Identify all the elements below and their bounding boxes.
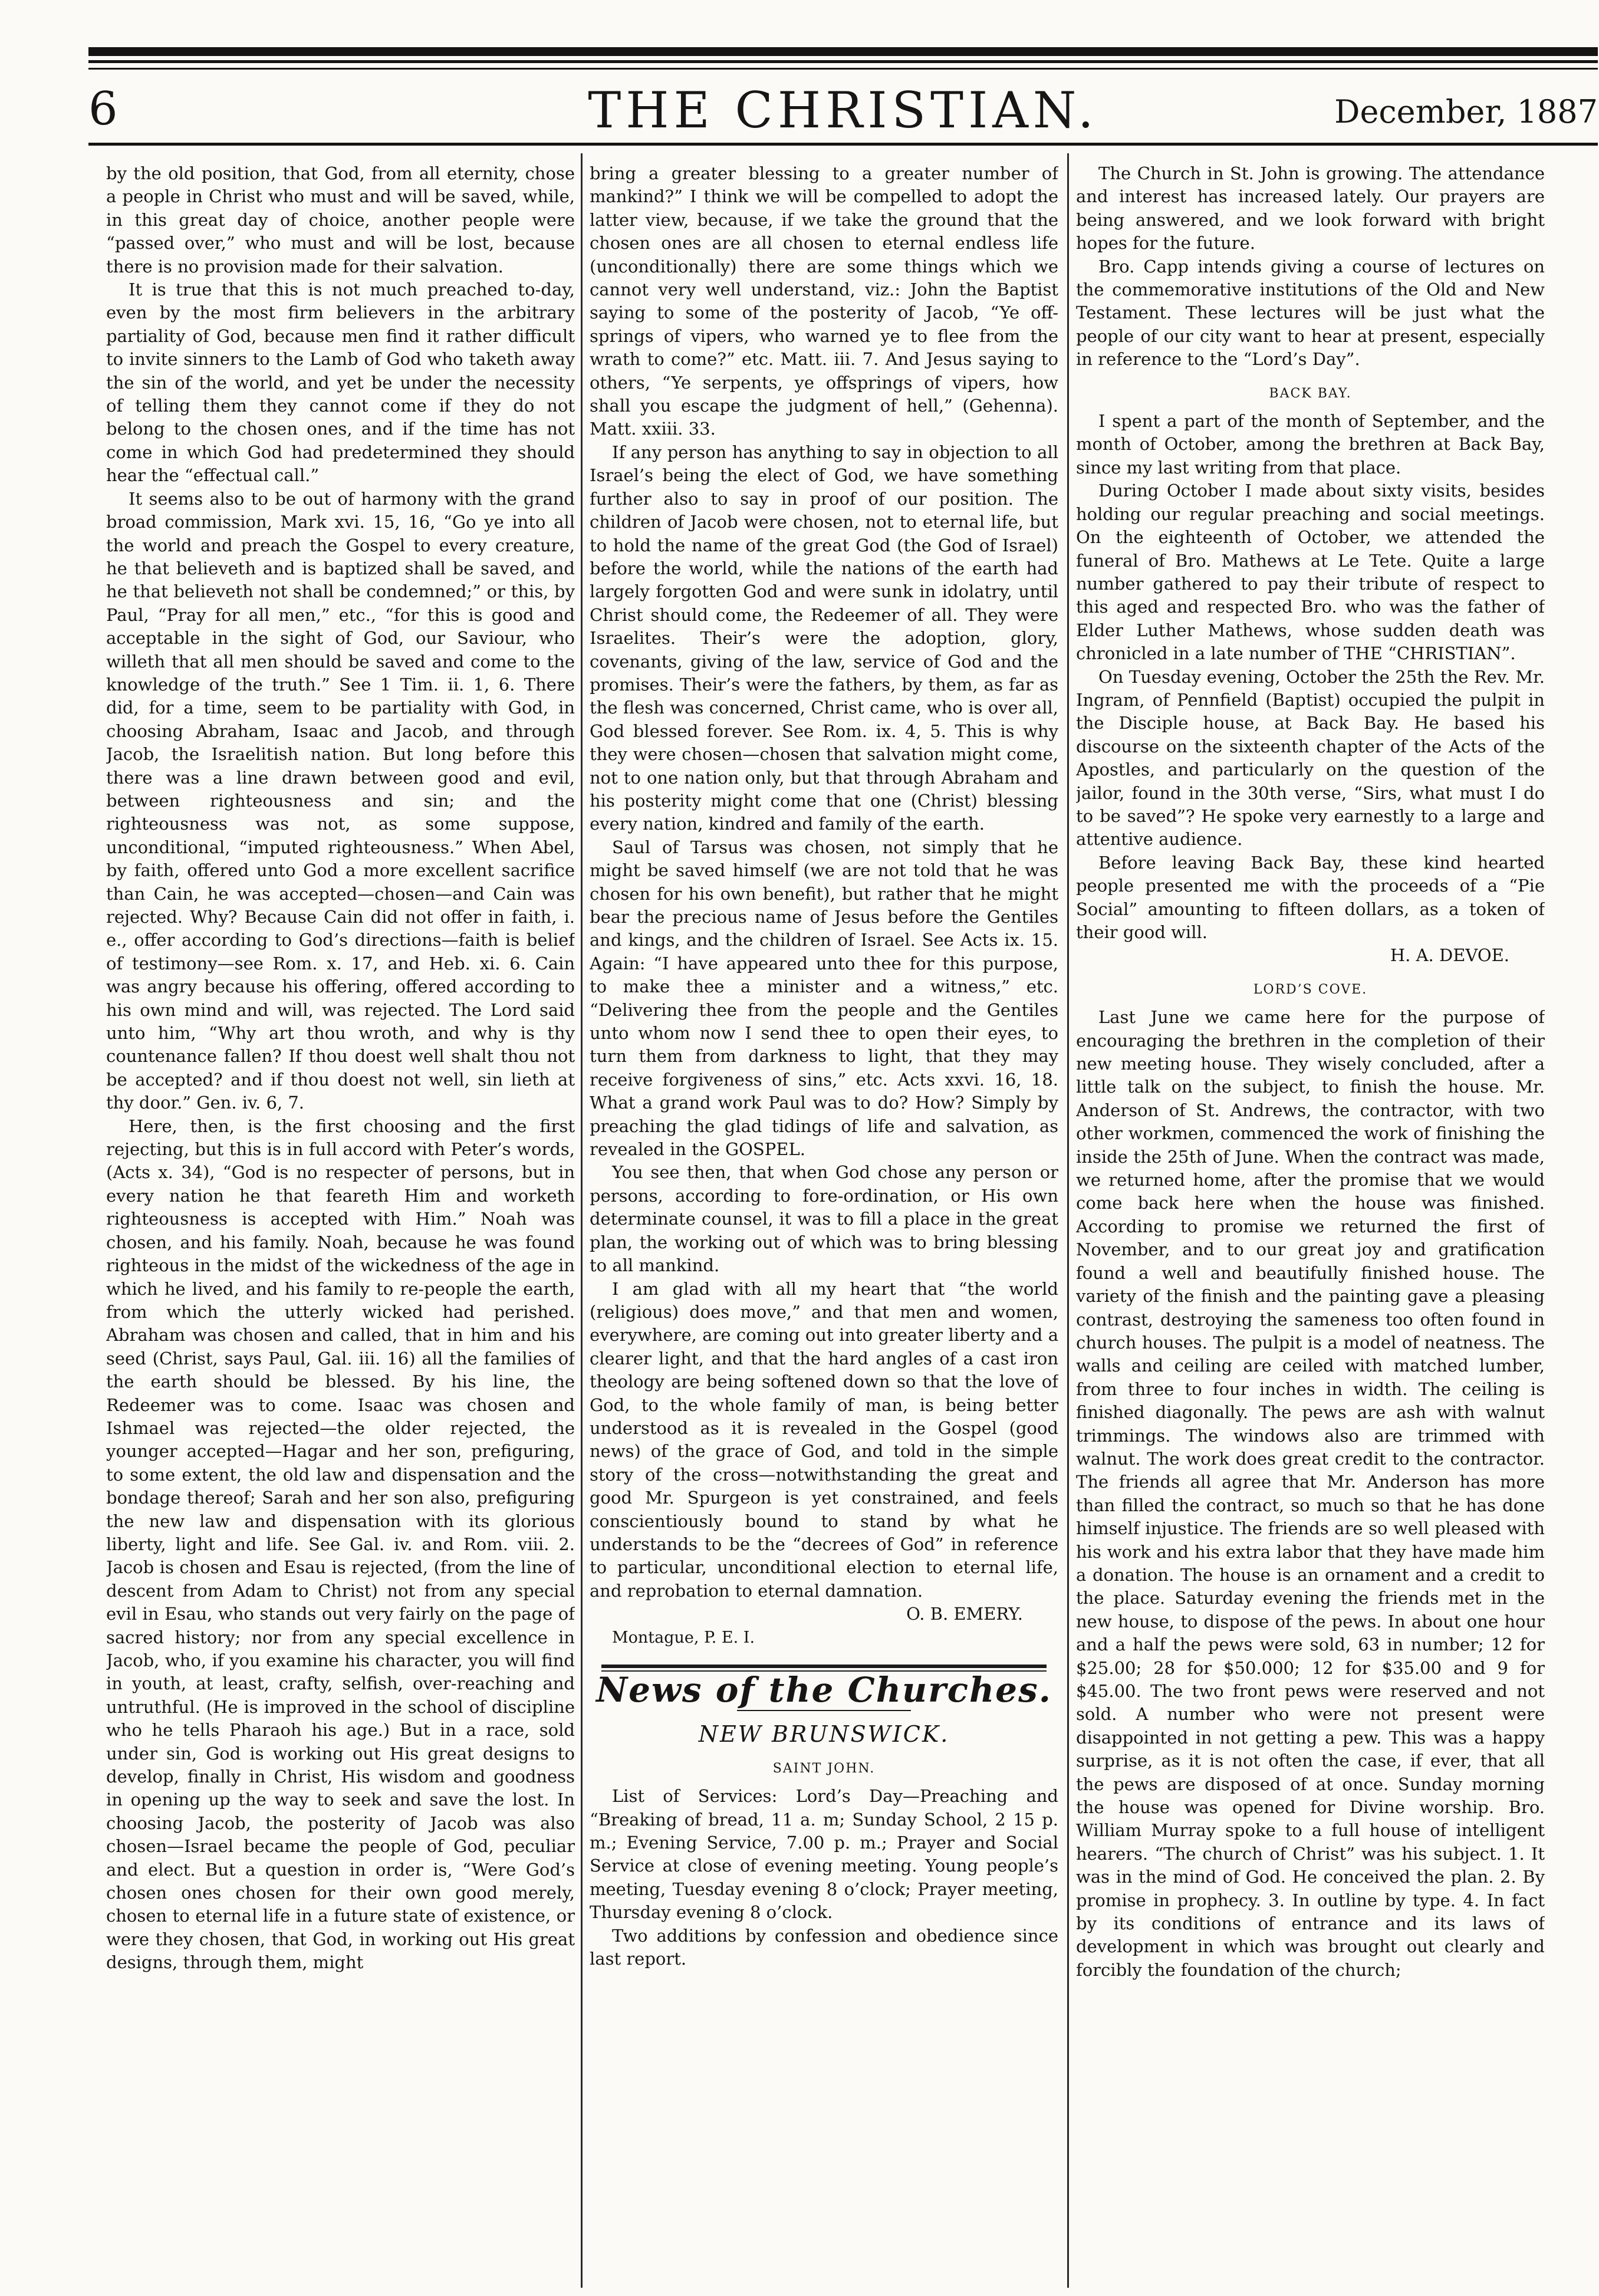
- paragraph: It seems also to be out of harmony with the grand broad commission, Mark xvi. 15, 16, “Go ye into all the world and preach the Gospel to every creature, he that believeth and is baptized shall be saved, and he that believeth not shall be condemned;” or this, by Paul, “Pray for all men,” etc., “for this is good and acceptable in the sight of God, our Saviour, who willeth that all men should be saved and come to the knowledge of the truth.” See 1 Tim. ii. 1, 6. There did, for a time, seem to be partiality with God, in choosing Abraham, Isaac and Jacob, and through Jacob, the Israelitish nation. But long before this there was a line drawn between good and evil, between righteousness and sin; and the righteousness was not, as some suppose, unconditional, “imputed righteousness.” When Abel, by faith, offered unto God a more excellent sacrifice than Cain, he was accepted—chosen—and Cain was rejected. Why? Because Cain did not offer in faith, i. e., offer according to God’s directions—faith is belief of testimony—see Rom. x. 17, and Heb. xi. 6. Cain was angry because his offering, offered according to his own mind and will, was rejected. The Lord said unto him, “Why art thou wroth, and why is thy countenance fallen? If thou doest well shalt thou not be accepted? and if thou doest not well, sin lieth at thy door.” Gen. iv. 6, 7.: [106, 488, 575, 1113]
- paragraph: Two additions by confession and obedience since last report.: [590, 1925, 1058, 1969]
- author-place: Montague, P. E. I.: [612, 1628, 755, 1647]
- paragraph: Before leaving Back Bay, these kind hearted people presented me with the proceeds of a “Pie Social” amounting to fifteen dollars, as a token of their good will.: [1076, 852, 1545, 942]
- location-subhead: LORD’S COVE.: [1253, 982, 1368, 997]
- column-middle: [590, 162, 1058, 2279]
- paragraph: It is true that this is not much preached to-day, even by the most firm believers in the arbitrary partiality of God, because men find it rather difficult to invite sinners to the Lamb of God who taketh away the sin of the world, and yet be under the necessity of telling them they cannot come if they do not belong to the chosen ones, and if the time has not come in which God had predetermined they should hear the “effectual call.”: [106, 279, 575, 486]
- top-border-medium: [88, 60, 1598, 63]
- location-subhead: BACK BAY.: [1269, 386, 1352, 401]
- paragraph: bring a greater blessing to a greater number of mankind?” I think we will be compelled to adopt the latter view, because, if we take the ground that the chosen ones are all chosen to eternal endless life (unconditionally) there are some things which we cannot very well understand, viz.: John the Baptist saying to some of the posterity of Jacob, “Ye off-springs of vipers, who warned ye to flee from the wrath to come?” etc. Matt. iii. 7. And Jesus saying to others, “Ye serpents, ye offsprings of vipers, how shall you escape the judgment of hell,” (Gehenna). Matt. xxiii. 33.: [590, 163, 1058, 439]
- newspaper-title: THE CHRISTIAN.: [588, 81, 1098, 139]
- paragraph: Saul of Tarsus was chosen, not simply that he might be saved himself (we are not told that he was chosen for his own benefit), but rather that he might bear the precious name of Jesus before the Gentiles and kings, and the children of Israel. See Acts ix. 15. Again: “I have appeared unto thee for this purpose, to make thee a minister and a witness,” etc. “Delivering thee from the people and the Gentiles unto whom now I send thee to open their eyes, to turn them from darkness to light, that they may receive forgiveness of sins,” etc. Acts xxvi. 16, 18. What a grand work Paul was to do? How? Simply by preaching the glad tidings of life and salvation, as revealed in the GOSPEL.: [590, 837, 1058, 1160]
- paragraph: Last June we came here for the purpose of encouraging the brethren in the completion of their new meeting house. They wisely concluded, after a little talk on the subject, to finish the house. Mr. Anderson of St. Andrews, the contractor, with two other workmen, commenced the work of finishing the inside the 25th of June. When the contract was made, we returned home, after the promise that we would come back here when the house was finished. According to promise we returned the first of November, and to our great joy and gratification found a well and beautifully finished house. The variety of the finish and the painting gave a pleasing contrast, destroying the sameness too often found in church houses. The pulpit is a model of neatness. The walls and ceiling are ceiled with matched lumber, from three to four inches in width. The ceiling is finished diagonally. The pews are ash with walnut trimmings. The windows also are trimmed with walnut. The work does great credit to the contractor. The friends all agree that Mr. Anderson has more than filled the contract, so much so that he has done himself injustice. The friends are so well pleased with his work and his extra labor that they have made him a donation. The house is an ornament and a credit to the place. Saturday evening the friends met in the new house, to dispose of the pews. In about one hour and a half the pews were sold, 63 in number; 12 for $25.00; 28 for $50.000; 12 for $35.00 and 9 for $45.00. The two front pews were reserved and not sold. A number who were not present were disappointed in not getting a pew. This was a happy surprise, as it is not often the case, if ever, that all the pews are disposed of at once. Sunday morning the house was opened for Divine worship. Bro. William Murray spoke to a full house of intelligent hearers. “The church of Christ” was his subject. 1. It was in the mind of God. He conceived the plan. 2. By promise in prophecy. 3. In outline by type. 4. In fact by its conditions of entrance and its laws of development in which was brought out clearly and forcibly the foundation of the church;: [1076, 1007, 1545, 1980]
- masthead: [88, 77, 1598, 142]
- paragraph: Bro. Capp intends giving a course of lectures on the commemorative institutions of the Old and New Testament. These lectures will be just what the people of our city want to hear at present, especially in reference to the “Lord’s Day”.: [1076, 256, 1545, 370]
- paragraph: During October I made about sixty visits, besides holding our regular preaching and social meetings. On the eighteenth of October, we attended the funeral of Bro. Mathews at Le Tete. Quite a large number gathered to pay their tribute of respect to this aged and respected Bro. who was the father of Elder Luther Mathews, whose sudden death was chronicled in a late number of THE “CHRISTIAN”.: [1076, 481, 1545, 664]
- masthead-rule: [88, 143, 1598, 146]
- paragraph: I spent a part of the month of September, and the month of October, among the brethren at Back Bay, since my last writing from that place.: [1076, 411, 1545, 478]
- page-number: 6: [88, 83, 118, 136]
- column-divider: [581, 153, 583, 2288]
- paragraph: The Church in St. John is growing. The attendance and interest has increased lately. Our prayers are being answered, and we look forward with bright hopes for the future.: [1076, 163, 1545, 254]
- top-border-thick: [88, 47, 1598, 56]
- paragraph: If any person has anything to say in objection to all Israel’s being the elect of God, we have something further also to say in proof of our position. The children of Jacob were chosen, not to eternal life, but to hold the name of the great God (the God of Israel) before the world, while the nations of the earth had largely forgotten God and were sunk in idolatry, until Christ should come, the Redeemer of all. They were Israelites. Their’s were the adoption, glory, covenants, giving of the law, service of God and the promises. Their’s were the fathers, by them, as far as the flesh was concerned, Christ came, who is over all, God blessed forever. See Rom. ix. 4, 5. This is why they were chosen—chosen that salvation might come, not to one nation only, but that through Abraham and his posterity might come that one (Christ) blessing every nation, kindred and family of the earth.: [590, 442, 1058, 834]
- paragraph: I am glad with all my heart that “the world (religious) does move,” and that men and women, everywhere, are coming out into greater liberty and a clearer light, and that the hard angles of a cast iron theology are being softened down so that the love of God, to the whole family of man, is being better understood as it is revealed in the Gospel (good news) of the grace of God, and told in the simple story of the cross—notwithstanding the great and good Mr. Spurgeon is yet constrained, and feels conscientiously bound to stand by what he understands to be the “decrees of God” in reference to particular, unconditional election to eternal life, and reprobation to eternal damnation.: [590, 1278, 1058, 1601]
- section-heading: News of the Churches.: [596, 1670, 1052, 1710]
- issue-date: December, 1887: [1334, 93, 1598, 130]
- paragraph: by the old position, that God, from all eternity, chose a people in Christ who must and will be saved, while, in this great day of choice, another people were “passed over,” who must and will be lost, because there is no provision made for their salvation.: [106, 163, 575, 277]
- column-divider: [1067, 153, 1069, 2288]
- column-right: [1076, 162, 1545, 2279]
- paragraph: List of Services: Lord’s Day—Preaching and “Breaking of bread, 11 a. m; Sunday School, 2 15 p. m.; Evening Service, 7.00 p. m.; Prayer and Social Service at close of evening meeting. Young people’s meeting, Tuesday evening 8 o’clock; Prayer meeting, Thursday evening 8 o’clock.: [590, 1786, 1058, 1923]
- location-subhead: SAINT JOHN.: [772, 1761, 876, 1776]
- top-border-thin: [88, 68, 1598, 70]
- author-signature: H. A. DEVOE.: [1390, 945, 1509, 966]
- paragraph: Here, then, is the first choosing and the first rejecting, but this is in full accord with Peter’s words, (Acts x. 34), “God is no respecter of persons, but in every nation he that feareth Him and worketh righteousness is accepted with Him.” Noah was chosen, and his family. Noah, because he was found righteous in the midst of the wickedness of the age in which he lived, and his family to re-people the earth, from which the utterly wicked had perished. Abraham was chosen and called, that in him and his seed (Christ, says Paul, Gal. iii. 16) all the families of the earth should be blessed. By his line, the Redeemer was to come. Isaac was chosen and Ishmael was rejected—the older rejected, the younger accepted—Hagar and her son, prefiguring, to some extent, the old law and dispensation and the bondage thereof; Sarah and her son also, prefiguring the new law and dispensation with its glorious liberty, light and life. See Gal. iv. and Rom. viii. 2. Jacob is chosen and Esau is rejected, (from the line of descent from Adam to Christ) not from any special evil in Esau, who stands out very fairly on the page of sacred history; nor from any special excellence in Jacob, who, if you examine his character, you will find in youth, at least, crafty, selfish, over-reaching and untruthful. (He is improved in the school of discipline who he tells Pharaoh his age.) But in a race, sold under sin, God is working out His great designs to develop, finally in Christ, His wisdom and goodness in opening up the way to seek and save the lost. In choosing Jacob, the posterity of Jacob was also chosen—Israel became the people of God, peculiar and elect. But a question in order is, “Were God’s chosen ones chosen for their own good merely, chosen to eternal life in a future state of existence, or were they chosen, that God, in working out His great designs, through them, might: [106, 1116, 575, 1973]
- column-left: [106, 162, 575, 2279]
- province-heading: NEW BRUNSWICK.: [698, 1721, 950, 1748]
- author-signature: O. B. EMERY.: [906, 1604, 1023, 1624]
- paragraph: You see then, that when God chose any person or persons, according to fore-ordination, or His own determinate counsel, it was to fill a place in the great plan, the working out of which was to bring blessing to all mankind.: [590, 1162, 1058, 1276]
- paragraph: On Tuesday evening, October the 25th the Rev. Mr. Ingram, of Pennfield (Baptist) occupied the pulpit in the Disciple house, at Back Bay. He based his discourse on the sixteenth chapter of the Acts of the Apostles, and particularly on the question of the jailor, found in the 30th verse, “Sirs, what must I do to be saved”? He spoke very earnestly to a large and attentive audience.: [1076, 666, 1545, 850]
- section-rule-thick: [601, 1665, 1047, 1668]
- section-rule-short: [737, 1710, 911, 1711]
